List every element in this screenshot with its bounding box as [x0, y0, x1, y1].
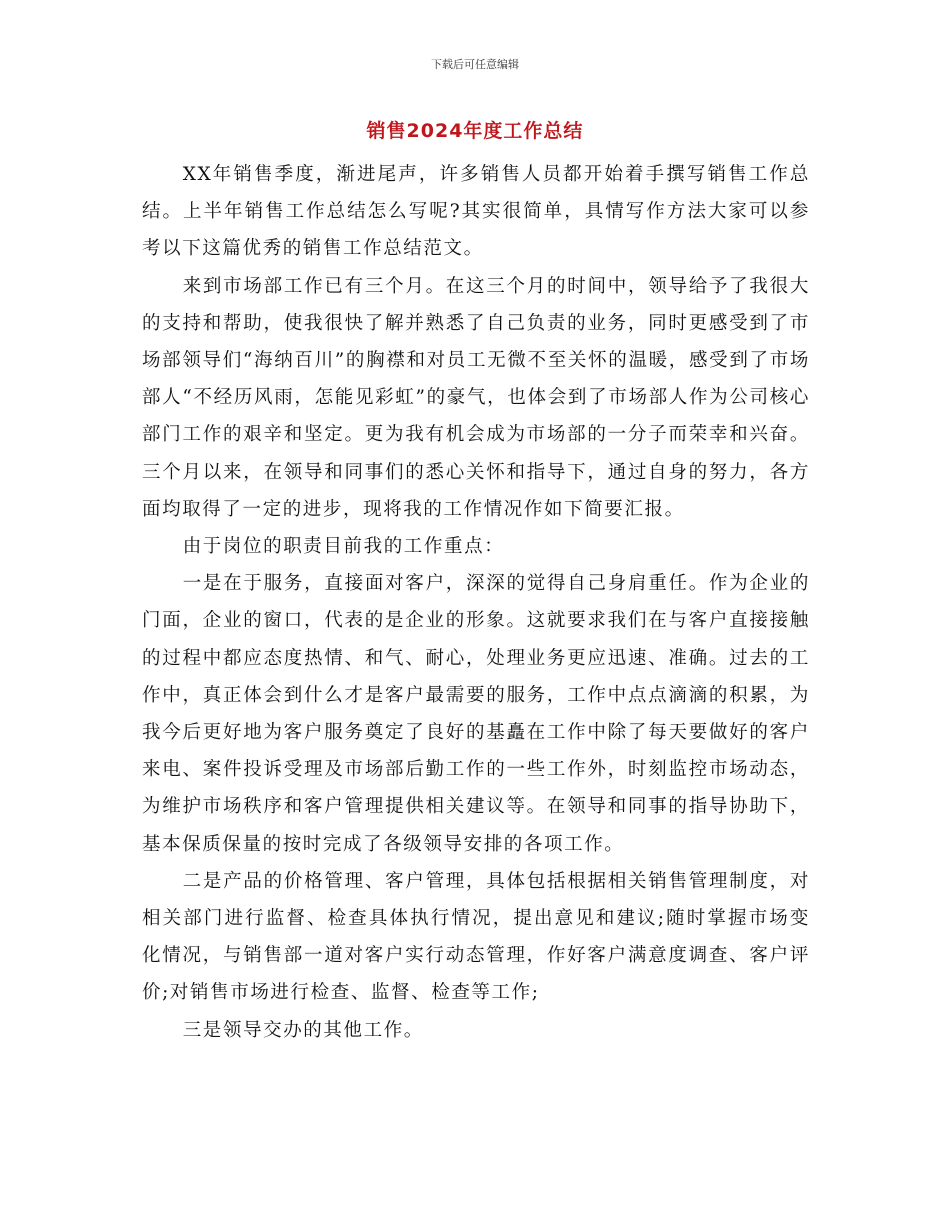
- paragraph-overview: 来到市场部工作已有三个月。在这三个月的时间中，领导给予了我很大的支持和帮助，使我很快了解并熟悉了自己负责的业务，同时更感受到了市场部领导们“海纳百川”的胸襟和对员工无微不至关怀的温暖，感受到了市场部人“不经历风雨，怎能见彩虹”的豪气，也体会到了市场部人作为公司核心部门工作的艰辛和坚定。更为我有机会成为市场部的一分子而荣幸和兴奋。三个月以来，在领导和同事们的悉心关怀和指导下，通过自身的努力，各方面均取得了一定的进步，现将我的工作情况作如下简要汇报。: [142, 275, 810, 520]
- paragraph-intro: XX年销售季度，渐进尾声，许多销售人员都开始着手撰写销售工作总结。上半年销售工作总结怎么写呢?其实很简单，具情写作方法大家可以参考以下这篇优秀的销售工作总结范文。: [142, 164, 810, 260]
- paragraph-point-one: 一是在于服务，直接面对客户，深深的觉得自己身肩重任。作为企业的门面，企业的窗口，代表的是企业的形象。这就要求我们在与客户直接接触的过程中都应态度热情、和气、耐心，处理业务更应迅速、准确。过去的工作中，真正体会到什么才是客户最需要的服务，工作中点点滴滴的积累，为我今后更好地为客户服务奠定了良好的基矗在工作中除了每天要做好的客户来电、案件投诉受理及市场部后勤工作的一些工作外，时刻监控市场动态，为维护市场秩序和客户管理提供相关建议等。在领导和同事的指导协助下，基本保质保量的按时完成了各级领导安排的各项工作。: [142, 573, 810, 855]
- paragraph-point-two: 二是产品的价格管理、客户管理，具体包括根据相关销售管理制度，对相关部门进行监督、检查具体执行情况，提出意见和建议;随时掌握市场变化情况，与销售部一道对客户实行动态管理，作好客户满意度调查、客户评价;对销售市场进行检查、监督、检查等工作;: [142, 870, 810, 1004]
- document-title: 销售2024年度工作总结: [366, 120, 584, 142]
- paragraph-point-three: 三是领导交办的其他工作。: [182, 1019, 424, 1041]
- paragraph-focus-heading: 由于岗位的职责目前我的工作重点：: [182, 536, 505, 558]
- document-body: [142, 156, 810, 1049]
- header-note: 下载后可任意编辑: [431, 58, 519, 71]
